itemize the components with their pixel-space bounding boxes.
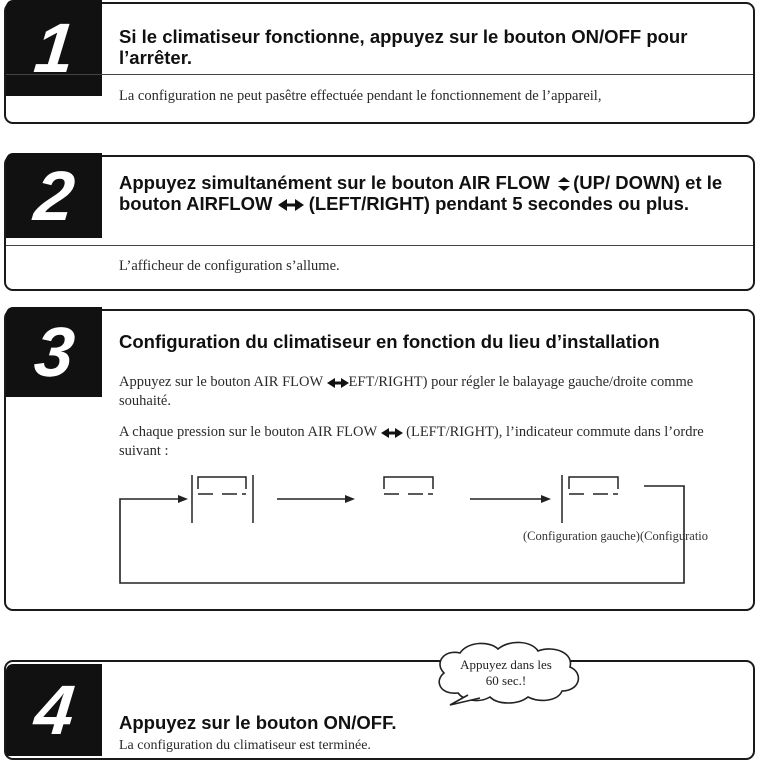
callout-line-1: Appuyez dans les [460, 657, 552, 672]
step-3-para2-a: A chaque pression sur le bouton AIR FLOW [119, 424, 377, 440]
configuration-label: (Configuration gauche)(Configuratio [523, 529, 709, 543]
step-3-number: 3 [6, 307, 102, 397]
step-1-box [4, 2, 755, 124]
callout-text [446, 657, 566, 689]
step-4-body: La configuration du climatiseur est terminée. [119, 738, 371, 753]
step-2-divider [6, 245, 753, 246]
step-4-title: Appuyez sur le bouton ON/OFF. [119, 712, 397, 733]
louver-left-icon [192, 475, 253, 523]
louver-center-icon [384, 477, 433, 494]
leftright-arrow-icon [278, 199, 304, 211]
step-3-para1-b: EFT/RIGHT) pour régler le balayage gauche/droite comme souhaité. [119, 374, 694, 409]
step-1-number: 1 [6, 0, 102, 96]
configuration-cycle-diagram [6, 311, 757, 611]
step-1-title: Si le climatiseur fonctionne, appuyez sur le bouton ON/OFF pour l’arrêter. [119, 26, 688, 68]
step-3-para2-b: (LEFT/RIGHT), l’indicateur commute dans l’ordre suivant : [119, 424, 704, 459]
step-2-box [4, 155, 755, 291]
step-2-body: L’afficheur de configuration s’allume. [119, 258, 340, 274]
step-3-para1-a: Appuyez sur le bouton AIR FLOW [119, 374, 323, 390]
step-2-number: 2 [6, 153, 102, 238]
step-4-box [4, 660, 755, 760]
callout-line-2: 60 sec.! [485, 673, 527, 688]
updown-arrow-icon [555, 177, 573, 191]
step-4-number: 4 [6, 664, 102, 756]
step-1-body: La configuration ne peut pasêtre effectuée pendant le fonctionnement de l’appareil, [119, 88, 602, 104]
step-2-title-part2: (UP/ DOWN) et le bouton AIRFLOW [119, 172, 723, 214]
step-3-title: Configuration du climatiseur en fonction du lieu d’installation [119, 331, 660, 352]
step-3-box [4, 309, 755, 611]
step-2-title [119, 172, 735, 214]
step-2-title-part3: (LEFT/RIGHT) pendant 5 secondes ou plus. [308, 193, 690, 214]
louver-right-icon [562, 475, 618, 523]
step-1-divider [6, 74, 753, 75]
step-2-title-part1: Appuyez simultanément sur le bouton AIR FLOW [119, 172, 550, 193]
